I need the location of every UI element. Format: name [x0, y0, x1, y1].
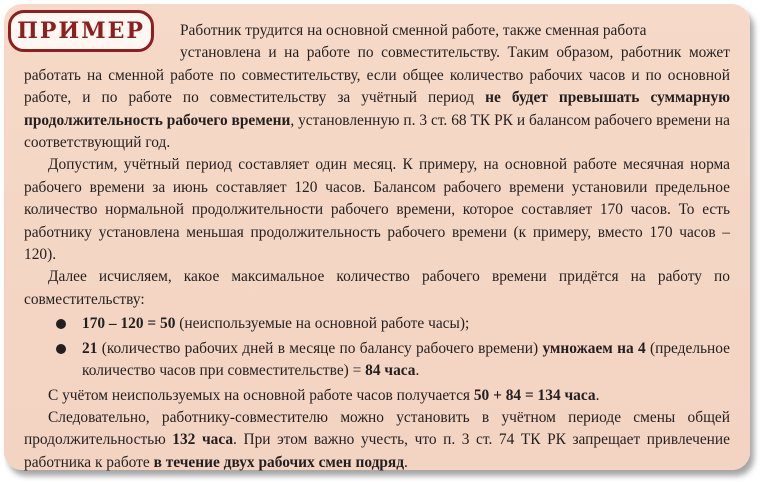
- paragraph-5: Следовательно, работнику-совместителю можно установить в учётном периоде смены общей продолжительностью 132 часа. При этом важно учесть, что п. 3 ст. 74 ТК РК запрещает привлечение работника к работе в течение двух рабочих смен подряд.: [24, 408, 730, 471]
- paragraph-3: Далее исчисляем, какое максимальное количество рабочего времени придётся на работу по совместительству:: [24, 268, 730, 308]
- paragraph-1: Работник трудится на основной сменной работе, также сменная работа установлена и на работе по совместительству. Таким образом, работник может работать на сменной работе по совместительству, если общее количество рабочих часов и по основной работе, и по работе по совместительству за учётный период не будет превышать суммарную продолжительность рабочего времени, установленную п. 3 ст. 68 ТК РК и балансом рабочего времени на соответствующий год.: [24, 22, 731, 152]
- example-text: [24, 20, 730, 474]
- example-card: [4, 4, 750, 470]
- paragraph-2: Допустим, учётный период составляет один месяц. К примеру, на основной работе месячная норма рабочего времени за июнь составляет 120 часов. Балансом рабочего времени установили предельное количество нормальной продолжительности рабочего времени, которое составляет 170 часов. То есть работнику установлена меньшая продолжительность рабочего времени (к примеру, вместо 170 часов – 120).: [24, 156, 730, 264]
- bullet-icon: [56, 319, 66, 329]
- bullet-item-2: 21 (количество рабочих дней в месяце по балансу рабочего времени) умножаем на 4 (предельное количество часов при совместительстве) = 84 часа.: [24, 338, 730, 383]
- paragraph-4: С учётом неиспользуемых на основной работе часов получается 50 + 84 = 134 часа.: [48, 386, 600, 404]
- bullet-item-1: 170 – 120 = 50 (неиспользуемые на основной работе часы);: [24, 313, 730, 335]
- example-badge: ПРИМЕР: [8, 10, 154, 52]
- bullet-icon: [56, 344, 66, 354]
